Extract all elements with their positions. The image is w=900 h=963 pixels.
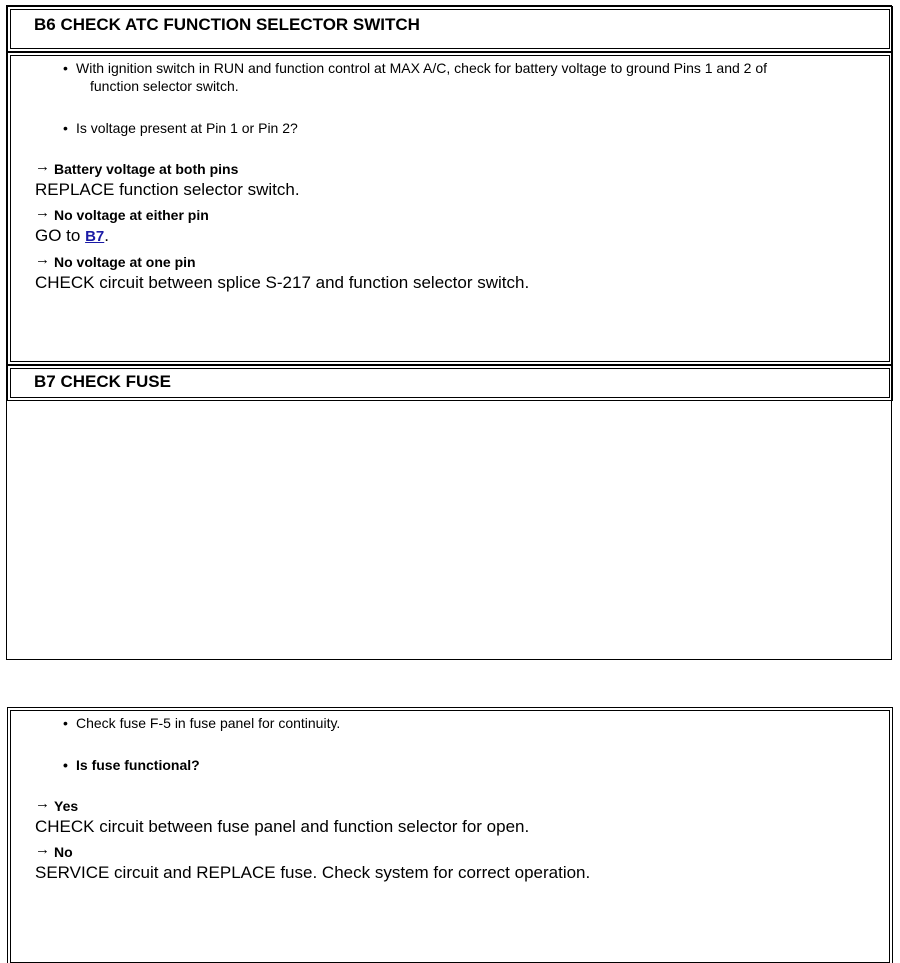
b6-result-2-prefix: GO to	[35, 226, 86, 245]
b6-result-3	[35, 253, 529, 293]
arrow-right-icon: →	[35, 204, 50, 221]
b6-result-3-label: No voltage at one pin	[54, 254, 196, 270]
b7-bullet-1-text: Check fuse F-5 in fuse panel for continuity.	[76, 715, 341, 731]
b7-header-box	[10, 368, 890, 398]
b6-result-2	[35, 206, 209, 247]
b6-bullet-1	[63, 59, 767, 95]
arrow-right-icon: →	[35, 841, 50, 858]
bullet-icon: •	[63, 757, 68, 773]
b6-title: B6 CHECK ATC FUNCTION SELECTOR SWITCH	[34, 15, 420, 34]
b7-title: B7 CHECK FUSE	[34, 372, 171, 391]
b6-result-1-action: REPLACE function selector switch.	[35, 180, 300, 199]
arrow-right-icon: →	[35, 251, 50, 268]
b6-result-3-action: CHECK circuit between splice S-217 and function selector switch.	[35, 273, 530, 292]
b6-bullet-2	[63, 119, 298, 137]
bullet-icon: •	[63, 715, 68, 731]
b7-result-1-action: CHECK circuit between fuse panel and function selector for open.	[35, 817, 530, 836]
b6-result-1-label: Battery voltage at both pins	[54, 161, 239, 177]
b6-body-box	[10, 55, 890, 362]
b7-result-2	[35, 843, 590, 883]
b6-bullet-1-line-1: With ignition switch in RUN and function control at MAX A/C, check for battery voltage to ground Pins 1 and 2 of	[76, 60, 768, 76]
b6-result-2-action	[35, 225, 209, 247]
b6-result-1	[35, 160, 300, 200]
b7-body-box	[10, 710, 890, 963]
b6-bullet-1-line-2: function selector switch.	[90, 78, 239, 94]
bullet-icon: •	[63, 120, 68, 136]
b7-result-2-action: SERVICE circuit and REPLACE fuse. Check system for correct operation.	[35, 863, 591, 882]
b7-bullet-2-text: Is fuse functional?	[76, 757, 200, 773]
b7-result-2-label: No	[54, 844, 73, 860]
b7-result-1-label: Yes	[54, 798, 79, 814]
b7-link[interactable]: B7	[85, 228, 105, 245]
b7-result-1	[35, 797, 529, 837]
arrow-right-icon: →	[35, 158, 50, 175]
bullet-icon: •	[63, 60, 68, 76]
b6-header-box	[10, 9, 890, 49]
arrow-right-icon: →	[35, 795, 50, 812]
b6-result-2-suffix: .	[104, 226, 109, 245]
b6-result-2-label: No voltage at either pin	[54, 207, 209, 223]
b7-bullet-1	[63, 714, 340, 732]
b7-bullet-2	[63, 756, 200, 774]
b6-bullet-2-text: Is voltage present at Pin 1 or Pin 2?	[76, 120, 298, 136]
